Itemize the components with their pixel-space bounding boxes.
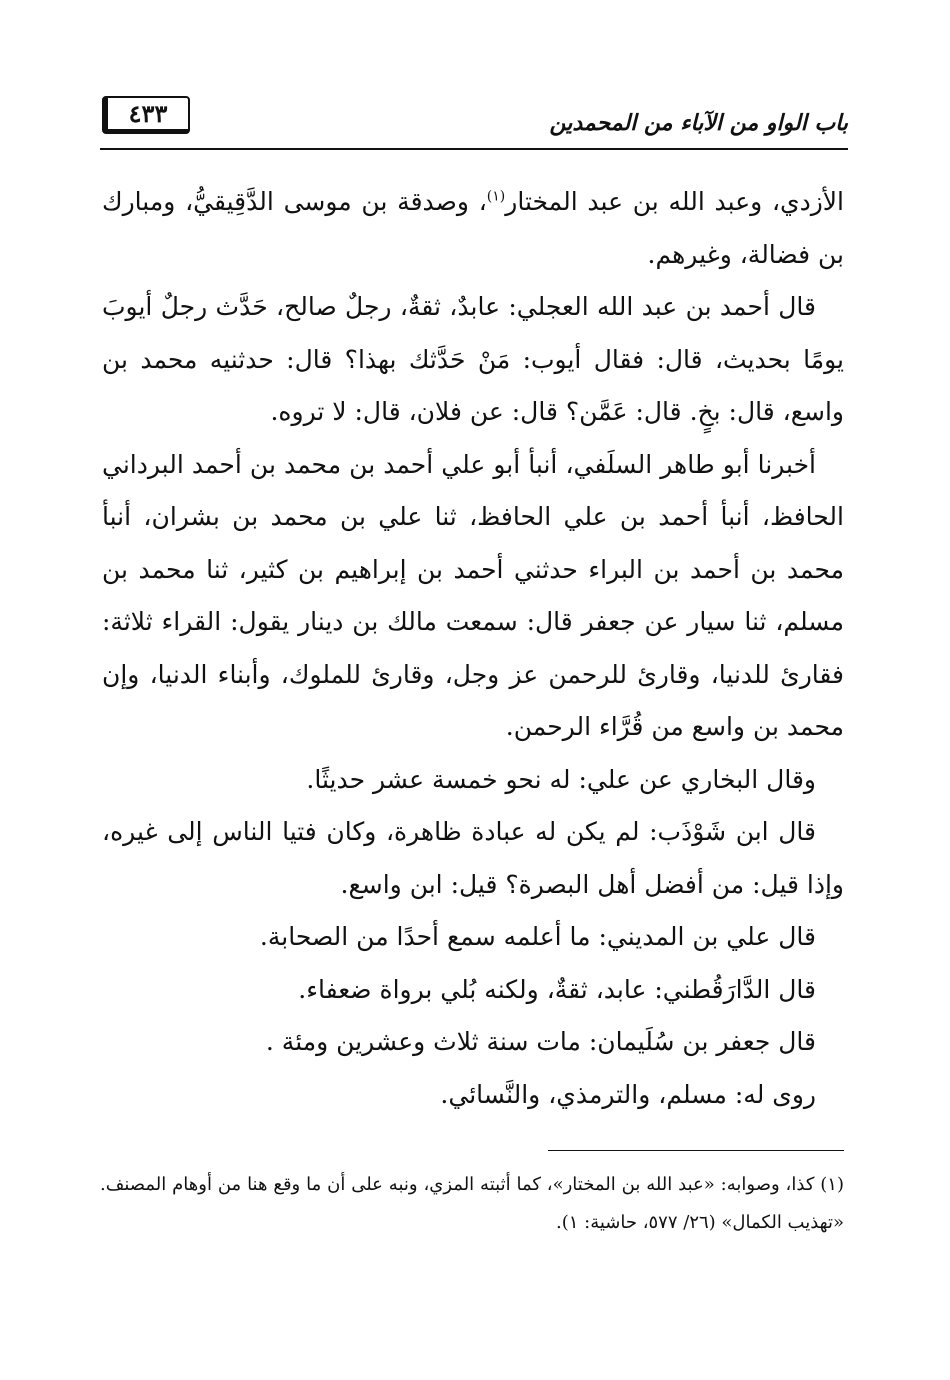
running-title: باب الواو من الآباء من المحمدين <box>549 110 848 136</box>
paragraph-1-part-2: ، وصدقة بن موسى الدَّقِيقيُّ، ومبارك بن فضالة، وغيرهم. <box>102 187 844 269</box>
paragraph-4: وقال البخاري عن علي: له نحو خمسة عشر حديثًا. <box>306 764 816 794</box>
page-header <box>100 92 848 150</box>
footnote-divider <box>548 1150 844 1151</box>
paragraph-1-part-1: الأزدي، وعبد الله بن عبد المختار <box>505 187 844 216</box>
footnotes <box>100 1166 844 1242</box>
paragraph-7: قال الدَّارَقُطني: عابد، ثقةٌ، ولكنه بُلي برواة ضعفاء. <box>298 974 816 1004</box>
paragraph-5: قال ابن شَوْذَب: لم يكن له عبادة ظاهرة، وكان فتيا الناس إلى غيره، وإذا قيل: من أفضل أهل البصرة؟ قيل: ابن واسع. <box>102 817 844 899</box>
footnote-marker-1: (١) <box>486 188 506 205</box>
paragraph-9: روى له: مسلم، والترمذي، والنَّسائي. <box>440 1079 816 1109</box>
paragraph-3: أخبرنا أبو طاهر السلَفي، أنبأ أبو علي أحمد بن محمد بن أحمد البرداني الحافظ، أنبأ أحمد بن علي الحافظ، ثنا علي بن محمد بن بشران، أنبأ محمد بن أحمد بن البراء حدثني أحمد بن إبراهيم بن كثير، ثنا محمد بن مسلم، ثنا سيار عن جعفر قال: سمعت مالك بن دينار يقول: القراء ثلاثة: فقارئ للدنيا، وقارئ للرحمن عز وجل، وقارئ للملوك، وأبناء الدنيا، وإن محمد بن واسع من قُرَّاء الرحمن. <box>102 449 844 741</box>
paragraph-6: قال علي بن المديني: ما أعلمه سمع أحدًا من الصحابة. <box>259 922 816 951</box>
paragraph-2: قال أحمد بن عبد الله العجلي: عابدٌ، ثقةٌ، رجلٌ صالح، حَدَّث رجلٌ أيوبَ يومًا بحديث، قال: فقال أيوب: مَنْ حَدَّثك بهذا؟ قال: حدثنيه محمد بن واسع، قال: بخٍ. قال: عَمَّن؟ قال: عن فلان، قال: لا تروه. <box>102 292 844 426</box>
page-number-frame <box>102 96 190 134</box>
page-number: ٤٣٣ <box>128 99 168 128</box>
paragraph-1 <box>102 176 844 281</box>
main-text <box>102 176 844 1121</box>
footnote-1: (١) كذا، وصوابه: «عبد الله بن المختار»، كما أثبته المزي، ونبه على أن ما وقع هنا من أوهام المصنف. «تهذيب الكمال» (٢٦/ ٥٧٧، حاشية: ١). <box>100 1174 844 1233</box>
paragraph-8: قال جعفر بن سُلَيمان: مات سنة ثلاث وعشرين ومئة . <box>265 1027 816 1056</box>
